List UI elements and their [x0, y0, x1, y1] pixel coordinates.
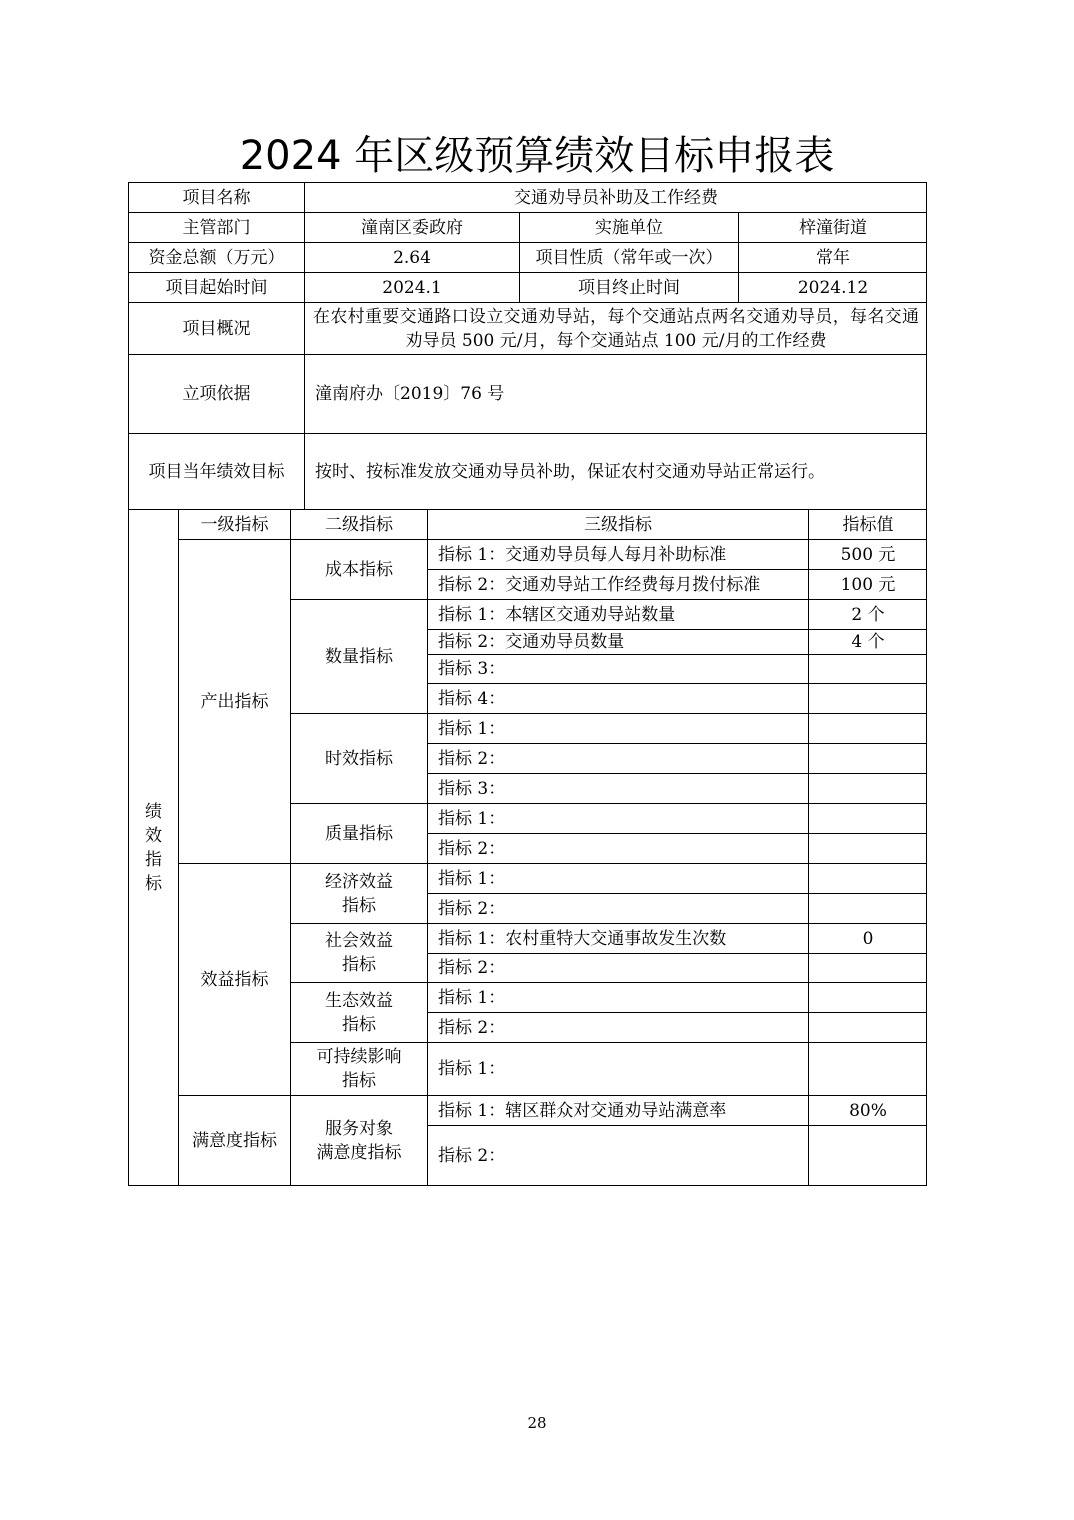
- unit-label: 实施单位: [520, 213, 739, 243]
- indicator-text: 指标 1：: [428, 864, 809, 894]
- indicator-value: [809, 744, 927, 774]
- level2-service-line: 服务对象: [325, 1118, 393, 1139]
- indicator-value: 2 个: [809, 600, 927, 630]
- level2-cost: 成本指标: [291, 540, 428, 600]
- indicator-value: [809, 983, 927, 1013]
- indicator-text: 指标 1：: [428, 714, 809, 744]
- indicator-value: 80%: [809, 1096, 927, 1126]
- indicator-value: [809, 684, 927, 714]
- nature-value: 常年: [739, 243, 927, 273]
- budget-table: [128, 182, 927, 1186]
- dept-label: 主管部门: [129, 213, 305, 243]
- start-label: 项目起始时间: [129, 273, 305, 303]
- indicator-text: 指标 1：辖区群众对交通劝导站满意率: [428, 1096, 809, 1126]
- nature-label: 项目性质（常年或一次）: [520, 243, 739, 273]
- level2-ecological: [291, 983, 428, 1043]
- indicator-text: 指标 2：: [428, 834, 809, 864]
- level2-economic-line: 经济效益: [325, 871, 393, 892]
- funds-value: 2.64: [305, 243, 520, 273]
- level2-social-line: 社会效益: [325, 931, 393, 951]
- level2-service: [291, 1096, 428, 1185]
- indicator-text: 指标 1：: [428, 983, 809, 1013]
- level2-sustainable-line: 可持续影响: [316, 1047, 402, 1067]
- perf-side-char: 绩: [145, 801, 162, 822]
- level2-service-line: 满意度指标: [316, 1142, 402, 1163]
- level2-ecological-line: 生态效益: [325, 990, 393, 1011]
- indicator-text: 指标 2：交通劝导站工作经费每月拨付标准: [428, 570, 809, 600]
- level1-output: 产出指标: [179, 540, 291, 864]
- indicator-value: [809, 834, 927, 864]
- indicator-value: [809, 1126, 927, 1185]
- goal-value: 按时、按标准发放交通劝导员补助，保证农村交通劝导站正常运行。: [305, 434, 927, 510]
- level1-satisfaction: 满意度指标: [179, 1096, 291, 1185]
- level2-time: 时效指标: [291, 714, 428, 804]
- indicator-value: 500 元: [809, 540, 927, 570]
- indicator-text: 指标 2：: [428, 954, 809, 983]
- level2-sustainable-line: 指标: [342, 1071, 376, 1091]
- col-header-level3: 三级指标: [428, 510, 809, 540]
- goal-label: 项目当年绩效目标: [129, 434, 305, 510]
- indicator-value: [809, 894, 927, 924]
- overview-label: 项目概况: [129, 303, 305, 355]
- level2-social-line: 指标: [342, 955, 376, 975]
- indicator-value: 0: [809, 924, 927, 954]
- project-name-label: 项目名称: [129, 183, 305, 213]
- dept-value: 潼南区委政府: [305, 213, 520, 243]
- level2-economic-line: 指标: [342, 895, 376, 916]
- indicator-text: 指标 4：: [428, 684, 809, 714]
- col-header-value: 指标值: [809, 510, 927, 540]
- indicator-text: 指标 1：交通劝导员每人每月补助标准: [428, 540, 809, 570]
- page-title: 2024 年区级预算绩效目标申报表: [239, 133, 835, 179]
- indicator-text: 指标 2：: [428, 894, 809, 924]
- level2-ecological-line: 指标: [342, 1014, 376, 1035]
- indicator-text: 指标 1：: [428, 804, 809, 834]
- indicator-value: 4 个: [809, 630, 927, 655]
- indicator-value: [809, 954, 927, 983]
- level2-sustainable: [291, 1043, 428, 1096]
- indicator-value: [809, 1043, 927, 1096]
- level2-social: [291, 924, 428, 983]
- indicator-text: 指标 2：: [428, 1126, 809, 1185]
- indicator-text: 指标 1：本辖区交通劝导站数量: [428, 600, 809, 630]
- project-name-value: 交通劝导员补助及工作经费: [305, 183, 927, 213]
- col-header-level2: 二级指标: [291, 510, 428, 540]
- perf-side-char: 效: [145, 825, 162, 846]
- indicator-text: 指标 2：: [428, 744, 809, 774]
- page-number: 28: [527, 1414, 547, 1432]
- overview-value: 在农村重要交通路口设立交通劝导站，每个交通站点两名交通劝导员，每名交通劝导员 500 元/月，每个交通站点 100 元/月的工作经费: [305, 303, 927, 355]
- indicator-text: 指标 1：农村重特大交通事故发生次数: [428, 924, 809, 954]
- indicator-value: [809, 864, 927, 894]
- indicator-value: [809, 714, 927, 744]
- indicator-text: 指标 3：: [428, 655, 809, 684]
- perf-side-label: [129, 510, 179, 1185]
- funds-label: 资金总额（万元）: [129, 243, 305, 273]
- indicator-text: 指标 2：: [428, 1013, 809, 1043]
- level1-benefit: 效益指标: [179, 864, 291, 1096]
- indicator-value: [809, 1013, 927, 1043]
- basis-value: 潼南府办〔2019〕76 号: [305, 355, 927, 434]
- basis-label: 立项依据: [129, 355, 305, 434]
- level2-economic: [291, 864, 428, 924]
- indicator-value: [809, 774, 927, 804]
- unit-value: 梓潼街道: [739, 213, 927, 243]
- indicator-value: 100 元: [809, 570, 927, 600]
- level2-quantity: 数量指标: [291, 600, 428, 714]
- start-value: 2024.1: [305, 273, 520, 303]
- indicator-text: 指标 2：交通劝导员数量: [428, 630, 809, 655]
- end-label: 项目终止时间: [520, 273, 739, 303]
- level2-quality: 质量指标: [291, 804, 428, 864]
- indicator-value: [809, 655, 927, 684]
- indicator-text: 指标 1：: [428, 1043, 809, 1096]
- end-value: 2024.12: [739, 273, 927, 303]
- perf-side-char: 标: [145, 873, 162, 894]
- indicator-text: 指标 3：: [428, 774, 809, 804]
- perf-side-char: 指: [145, 849, 162, 870]
- col-header-level1: 一级指标: [179, 510, 291, 540]
- indicator-value: [809, 804, 927, 834]
